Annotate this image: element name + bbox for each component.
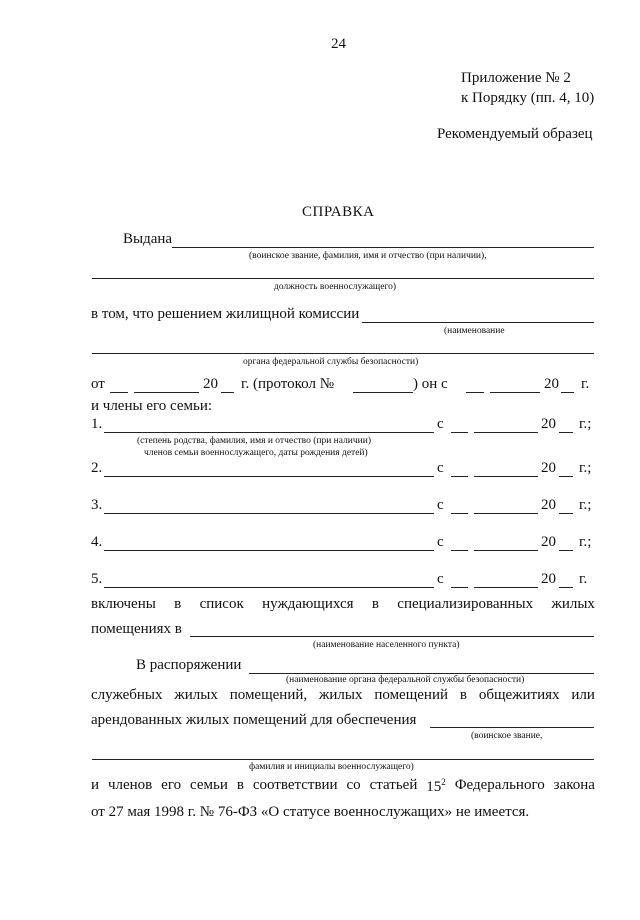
appendix-reference: к Порядку (пп. 4, 10) bbox=[461, 90, 595, 106]
disposal-label: В распоряжении bbox=[136, 657, 242, 673]
premises-word: или bbox=[571, 687, 595, 703]
member-hint-line1: (степень родства, фамилия, имя и отчество (при наличии) bbox=[137, 436, 372, 446]
member-since-label: с bbox=[437, 497, 444, 513]
fsb-body-field-line[interactable] bbox=[92, 353, 594, 354]
premises-word: общежитиях bbox=[478, 687, 560, 703]
article-number: $15^2$ bbox=[426, 777, 446, 795]
final-word: со bbox=[346, 777, 361, 793]
member-since-label: с bbox=[437, 534, 444, 550]
member-name-field[interactable] bbox=[104, 550, 434, 551]
member-year-prefix: 20 bbox=[541, 416, 556, 432]
fsb-organ-hint: (наименование органа федеральной службы безопасности) bbox=[286, 675, 525, 685]
member-year-prefix: 20 bbox=[541, 460, 556, 476]
law-reference-text: от 27 мая 1998 г. № 76-ФЗ «О статусе военнослужащих» не имеется. bbox=[91, 804, 530, 820]
included-line bbox=[91, 596, 595, 613]
since-day-field[interactable] bbox=[466, 392, 484, 393]
member-month-field[interactable] bbox=[474, 513, 538, 514]
member-year-suffix: г. bbox=[579, 571, 588, 587]
included-word: нуждающихся bbox=[262, 596, 354, 612]
member-day-field[interactable] bbox=[451, 550, 468, 551]
surname-initials-field-line[interactable] bbox=[92, 759, 594, 760]
since-year-field[interactable] bbox=[561, 392, 574, 393]
final-word: закона bbox=[553, 777, 595, 793]
family-label: и члены его семьи: bbox=[91, 398, 213, 414]
commission-hint: (наименование bbox=[444, 326, 505, 336]
member-year-suffix: г.; bbox=[579, 534, 592, 550]
premises-types-line bbox=[91, 687, 595, 704]
member-number: 4. bbox=[91, 534, 103, 550]
final-word: статьей bbox=[369, 777, 418, 793]
date-from-label: от bbox=[91, 376, 105, 392]
decision-text: в том, что решением жилищной комиссии bbox=[91, 306, 360, 322]
year-suffix: г. bbox=[581, 376, 590, 392]
final-word: соответствии bbox=[252, 777, 338, 793]
member-day-field[interactable] bbox=[451, 587, 468, 588]
included-word: в bbox=[371, 596, 379, 612]
position-field-line[interactable] bbox=[92, 278, 594, 279]
member-year-suffix: г.; bbox=[579, 497, 592, 513]
premises-word: жилых bbox=[319, 687, 363, 703]
fsb-body-hint: органа федеральной службы безопасности) bbox=[243, 357, 419, 367]
position-hint: должность военнослужащего) bbox=[274, 282, 397, 292]
included-word: включены bbox=[91, 596, 156, 612]
member-year-field[interactable] bbox=[559, 432, 573, 433]
commission-field-line[interactable] bbox=[362, 322, 594, 323]
member-month-field[interactable] bbox=[474, 587, 538, 588]
member-year-field[interactable] bbox=[559, 550, 573, 551]
protocol-label: г. (протокол № bbox=[241, 376, 335, 392]
protocol-number-field[interactable] bbox=[353, 392, 413, 393]
member-month-field[interactable] bbox=[474, 432, 538, 433]
premises-word: помещений bbox=[374, 687, 449, 703]
premises-word: в bbox=[459, 687, 467, 703]
document-title: СПРАВКА bbox=[302, 204, 375, 220]
member-month-field[interactable] bbox=[474, 550, 538, 551]
rank-field-line[interactable] bbox=[430, 727, 594, 728]
member-day-field[interactable] bbox=[451, 513, 468, 514]
since-month-field[interactable] bbox=[490, 392, 540, 393]
fsb-organ-field-line[interactable] bbox=[249, 673, 594, 674]
appendix-title: Приложение № 2 bbox=[461, 70, 571, 86]
included-word: в bbox=[174, 596, 182, 612]
member-number: 2. bbox=[91, 460, 103, 476]
since-year-prefix: 20 bbox=[544, 376, 559, 392]
page-number: 24 bbox=[331, 36, 346, 52]
final-word: в bbox=[236, 777, 244, 793]
member-name-field[interactable] bbox=[104, 587, 434, 588]
premises-in-label: помещениях в bbox=[91, 621, 182, 637]
settlement-field-line[interactable] bbox=[190, 636, 594, 637]
included-word: жилых bbox=[551, 596, 595, 612]
premises-word: помещений, bbox=[229, 687, 308, 703]
member-since-label: с bbox=[437, 416, 444, 432]
member-year-field[interactable] bbox=[559, 513, 573, 514]
final-word: его bbox=[161, 777, 182, 793]
since-label: ) он с bbox=[413, 376, 448, 392]
member-year-prefix: 20 bbox=[541, 534, 556, 550]
member-year-field[interactable] bbox=[559, 587, 573, 588]
member-year-suffix: г.; bbox=[579, 460, 592, 476]
member-year-prefix: 20 bbox=[541, 497, 556, 513]
premises-word: жилых bbox=[174, 687, 218, 703]
surname-initials-hint: фамилия и инициалы военнослужащего) bbox=[249, 762, 414, 772]
final-word: семьи bbox=[190, 777, 228, 793]
included-word: специализированных bbox=[397, 596, 534, 612]
issued-hint: (воинское звание, фамилия, имя и отчество (при наличии), bbox=[249, 251, 487, 261]
sample-label: Рекомендуемый образец bbox=[437, 126, 593, 142]
member-number: 1. bbox=[91, 416, 103, 432]
month-field[interactable] bbox=[134, 392, 199, 393]
rented-premises-text: арендованных жилых помещений для обеспечения bbox=[91, 712, 417, 728]
member-since-label: с bbox=[437, 460, 444, 476]
year-prefix: 20 bbox=[203, 376, 218, 392]
rank-hint: (воинское звание, bbox=[471, 731, 543, 741]
premises-word: служебных bbox=[91, 687, 163, 703]
final-line bbox=[91, 777, 595, 796]
final-word: членов bbox=[107, 777, 153, 793]
issued-label: Выдана bbox=[123, 231, 173, 247]
member-name-field[interactable] bbox=[104, 513, 434, 514]
member-month-field[interactable] bbox=[474, 476, 538, 477]
member-day-field[interactable] bbox=[451, 432, 468, 433]
article-superscript: 2 bbox=[441, 777, 446, 787]
member-name-field[interactable] bbox=[104, 432, 434, 433]
final-word: Федерального bbox=[454, 777, 545, 793]
member-day-field[interactable] bbox=[451, 476, 468, 477]
member-year-field[interactable] bbox=[559, 476, 573, 477]
member-name-field[interactable] bbox=[104, 476, 434, 477]
final-word: и bbox=[91, 777, 100, 793]
member-hint-line2: членов семьи военнослужащего, даты рождения детей) bbox=[144, 448, 368, 458]
year-field[interactable] bbox=[221, 392, 234, 393]
day-field[interactable] bbox=[110, 392, 128, 393]
issued-field-line[interactable] bbox=[172, 247, 594, 248]
included-word: список bbox=[199, 596, 244, 612]
settlement-hint: (наименование населенного пункта) bbox=[313, 640, 460, 650]
member-year-prefix: 20 bbox=[541, 571, 556, 587]
member-since-label: с bbox=[437, 571, 444, 587]
member-number: 3. bbox=[91, 497, 103, 513]
member-number: 5. bbox=[91, 571, 103, 587]
member-year-suffix: г.; bbox=[579, 416, 592, 432]
